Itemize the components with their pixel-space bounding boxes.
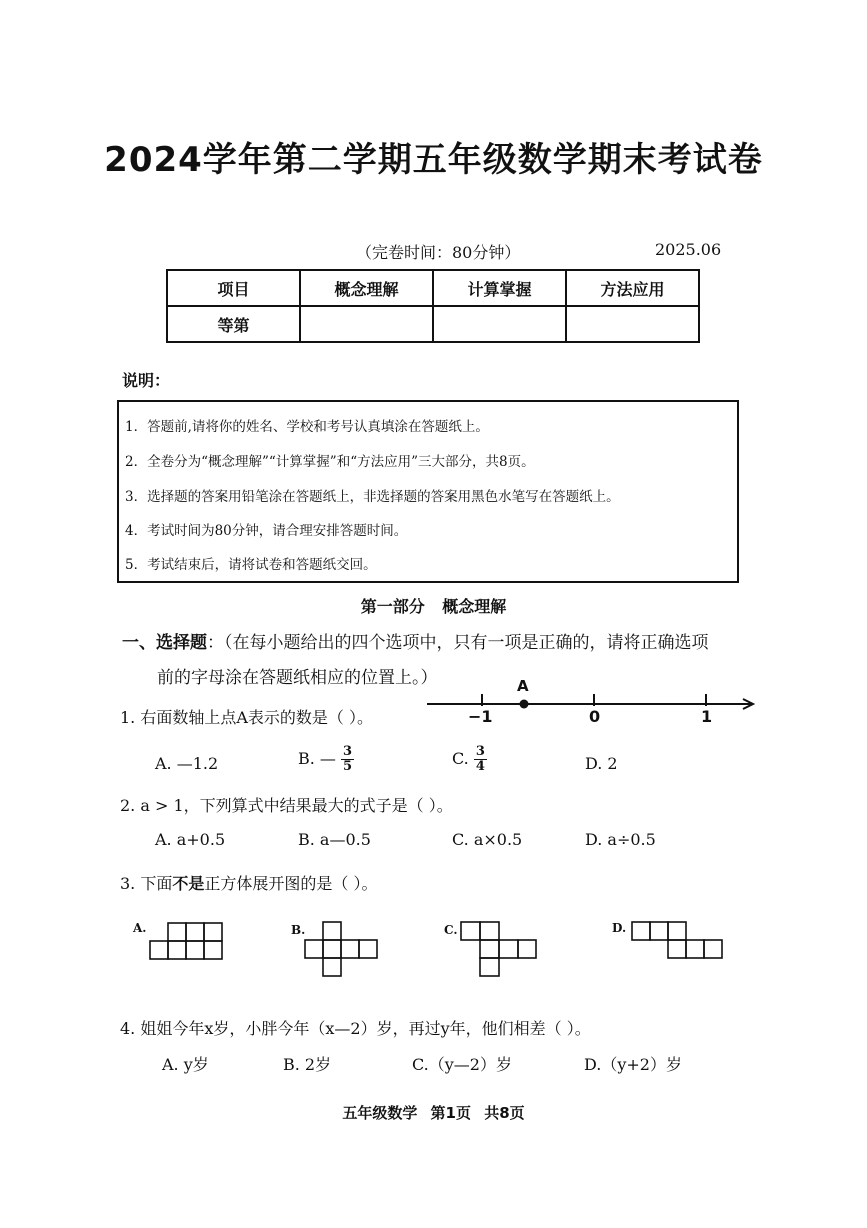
note-item: 2．全卷分为“概念理解”“计算掌握”和“方法应用”三大部分，共8页。 (125, 454, 535, 470)
section-heading: 第一部分 概念理解 (360, 597, 507, 616)
time-limit-note: （完卷时间：80分钟） (356, 243, 521, 262)
q3-option-b-label[interactable]: B. (291, 923, 306, 937)
grade-header-item: 项目 (167, 270, 300, 306)
page-footer: 五年级数学 第1页 共8页 (342, 1104, 525, 1122)
q3-stem-suffix: 正方体展开图的是（ ）。 (204, 874, 378, 893)
question-2-stem: 2. a > 1，下列算式中结果最大的式子是（ ）。 (120, 796, 453, 815)
q1-option-b-prefix: B. — (298, 749, 336, 768)
grade-cell-concept[interactable] (300, 306, 433, 342)
fraction-numerator: 3 (343, 744, 353, 759)
grade-table-row (167, 306, 699, 342)
grade-header-method: 方法应用 (566, 270, 699, 306)
q3-stem-prefix: 3. 下面 (120, 874, 173, 893)
q2-option-c[interactable]: C. a×0.5 (452, 830, 523, 849)
q1-option-d[interactable]: D. 2 (585, 754, 618, 773)
q1-option-c-fraction (474, 745, 487, 774)
q1-option-b-fraction (341, 745, 354, 774)
fraction-denominator: 4 (475, 759, 485, 774)
note-item: 3．选择题的答案用铅笔涂在答题纸上，非选择题的答案用黑色水笔写在答题纸上。 (125, 489, 620, 505)
q2-option-d[interactable]: D. a÷0.5 (585, 830, 656, 849)
tick-label-minus-one: −1 (468, 707, 493, 726)
note-item: 4．考试时间为80分钟，请合理安排答题时间。 (125, 523, 408, 539)
fraction-numerator: 3 (475, 744, 485, 759)
grade-cell-calculation[interactable] (433, 306, 566, 342)
part1-instruction-line2: 前的字母涂在答题纸相应的位置上。） (157, 668, 438, 688)
note-item: 1．答题前,请将你的姓名、学校和考号认真填涂在答题纸上。 (125, 419, 489, 435)
q3-option-c-label[interactable]: C. (444, 923, 458, 937)
question-4-stem: 4. 姐姐今年x岁，小胖今年（x—2）岁，再过y年，他们相差（ ）。 (120, 1019, 591, 1038)
q3-net-d[interactable] (631, 921, 727, 961)
part1-instruction (122, 628, 709, 653)
q2-option-b[interactable]: B. a—0.5 (298, 830, 371, 849)
exam-date: 2025.06 (655, 240, 722, 259)
q4-option-d[interactable]: D.（y+2）岁 (584, 1055, 682, 1074)
exam-title: 2024学年第二学期五年级数学期末考试卷 (104, 140, 763, 180)
q3-stem-emphasis: 不是 (172, 874, 205, 893)
tick-label-zero: 0 (589, 707, 601, 726)
q1-option-b[interactable] (298, 745, 354, 774)
question-1-stem: 1. 右面数轴上点A表示的数是（ ）。 (120, 708, 373, 727)
q4-option-a[interactable]: A. y岁 (162, 1055, 209, 1074)
q1-option-c[interactable] (452, 745, 487, 774)
grade-row-label: 等第 (167, 306, 300, 342)
grade-header-concept: 概念理解 (300, 270, 433, 306)
q4-option-c[interactable]: C.（y—2）岁 (412, 1055, 512, 1074)
q3-net-b[interactable] (304, 921, 384, 979)
notes-box (117, 400, 739, 583)
q4-option-b[interactable]: B. 2岁 (283, 1055, 332, 1074)
grade-table-header-row (167, 270, 699, 306)
q2-option-a[interactable]: A. a+0.5 (155, 830, 226, 849)
fraction-denominator: 5 (343, 759, 353, 774)
q3-net-a[interactable] (150, 922, 226, 962)
q1-option-c-prefix: C. (452, 749, 469, 768)
part1-heading: 一、选择题 (122, 633, 207, 653)
q1-option-a[interactable]: A. —1.2 (155, 754, 219, 773)
q3-net-c[interactable] (460, 921, 540, 979)
grade-table (166, 269, 700, 343)
q3-option-a-label[interactable]: A. (133, 921, 147, 935)
part1-instruction-line1: ：（在每小题给出的四个选项中，只有一项是正确的，请将正确选项 (207, 633, 709, 653)
question-3-stem (120, 871, 377, 894)
q3-option-d-label[interactable]: D. (612, 921, 627, 935)
point-a-marker (520, 700, 529, 709)
notes-label: 说明： (122, 371, 171, 390)
note-item: 5．考试结束后，请将试卷和答题纸交回。 (125, 557, 377, 573)
point-a-label: A (517, 677, 529, 695)
grade-cell-method[interactable] (566, 306, 699, 342)
grade-header-calculation: 计算掌握 (433, 270, 566, 306)
tick-label-one: 1 (701, 707, 713, 726)
